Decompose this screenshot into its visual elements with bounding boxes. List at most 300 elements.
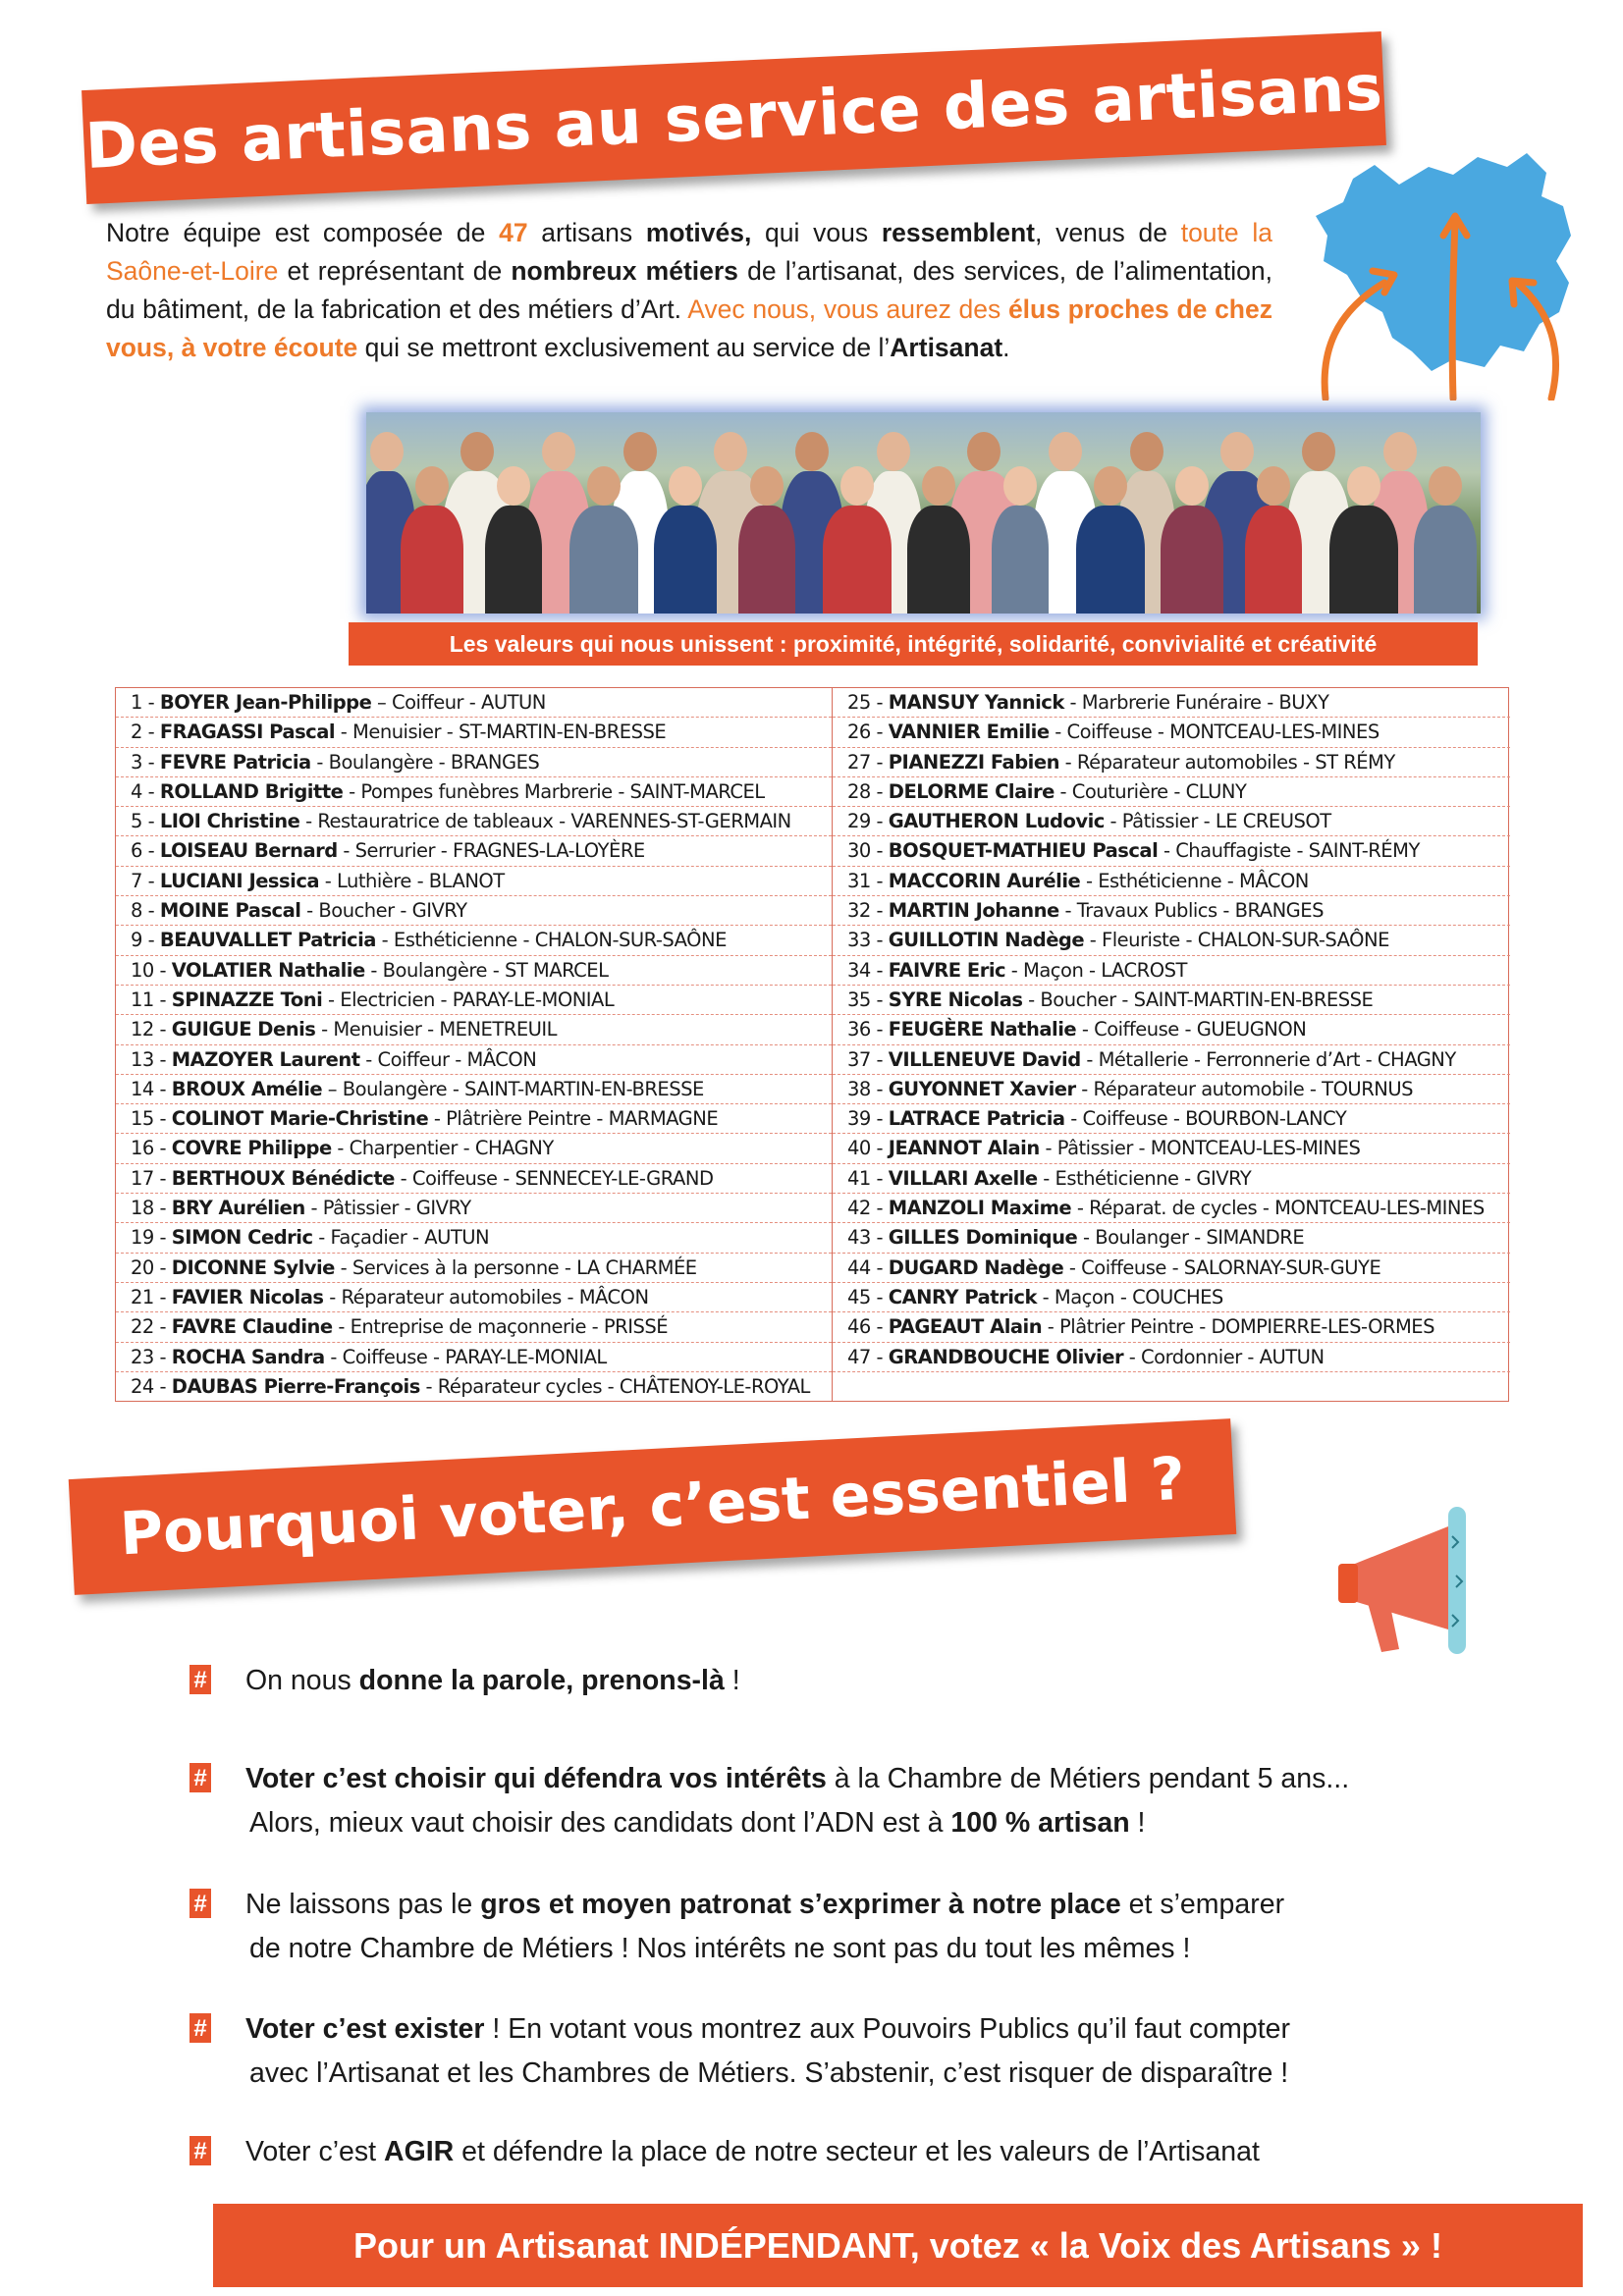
candidate-row xyxy=(833,1075,1510,1104)
candidate-name: VOLATIER Nathalie xyxy=(171,958,365,982)
candidate-detail: Maçon - LACROST xyxy=(1023,958,1187,982)
candidate-row xyxy=(116,926,832,955)
candidate-name: GRANDBOUCHE Olivier xyxy=(888,1345,1124,1368)
candidate-number: 18 - xyxy=(131,1197,167,1220)
candidate-detail: Pâtissier - LE CREUSOT xyxy=(1121,810,1331,833)
reason-text: et s’emparer xyxy=(1120,1889,1285,1920)
photo-person xyxy=(738,466,795,614)
candidate-detail: Boucher - GIVRY xyxy=(318,899,467,923)
candidate-row xyxy=(116,1223,832,1253)
reason-item xyxy=(189,1757,1525,1845)
photo-person xyxy=(401,466,463,614)
candidate-row xyxy=(833,956,1510,986)
reason-line xyxy=(189,1927,1525,1971)
candidate-name: FAVIER Nicolas xyxy=(171,1285,324,1308)
candidate-detail: Boulangère - BRANGES xyxy=(328,750,540,774)
candidate-detail: Menuisier - MENETREUIL xyxy=(333,1018,558,1041)
candidate-detail: Coiffeuse - SENNECEY-LE-GRAND xyxy=(411,1166,714,1190)
candidate-detail: Plâtrière Peintre - MARMAGNE xyxy=(446,1107,719,1131)
candidate-name: MOINE Pascal xyxy=(159,899,301,923)
candidate-name: PIANEZZI Fabien xyxy=(888,750,1059,774)
candidate-number: 4 - xyxy=(131,779,155,803)
candidate-number: 3 - xyxy=(131,750,155,774)
candidate-row xyxy=(116,718,832,747)
candidate-row xyxy=(833,926,1510,955)
intro-text: et représentant de xyxy=(278,256,512,286)
candidate-name: MANSUY Yannick xyxy=(888,691,1064,714)
reason-text: avec l’Artisanat et les Chambres de Métiers. S’abstenir, c’est risquer de disparaître ! xyxy=(249,2057,1289,2089)
candidate-row xyxy=(116,956,832,986)
candidate-name: GUYONNET Xavier xyxy=(888,1077,1076,1100)
photo-person xyxy=(1245,466,1302,614)
photo-person xyxy=(1414,466,1477,614)
candidate-row xyxy=(833,1223,1510,1253)
reason-line xyxy=(189,2130,1525,2174)
candidate-row xyxy=(833,688,1510,718)
reason-text: à la Chambre de Métiers pendant 5 ans... xyxy=(826,1763,1350,1794)
candidate-separator: – xyxy=(322,1077,343,1100)
candidate-number: 24 - xyxy=(131,1374,167,1398)
candidate-detail: Electricien - PARAY-LE-MONIAL xyxy=(340,988,615,1011)
candidate-detail: Réparateur automobiles - ST RÉMY xyxy=(1076,750,1395,774)
candidate-detail: Coiffeuse - BOURBON-LANCY xyxy=(1082,1107,1347,1131)
candidate-detail: Boulangère - ST MARCEL xyxy=(382,958,609,982)
candidate-row xyxy=(116,1312,832,1342)
candidate-detail: Coiffeuse - SALORNAY-SUR-GUYE xyxy=(1081,1255,1381,1279)
candidate-separator: - xyxy=(334,1255,352,1279)
photo-person xyxy=(569,466,638,614)
reason-line xyxy=(189,1883,1525,1927)
reason-emphasis: 100 % artisan xyxy=(950,1807,1130,1839)
candidate-detail: Boucher - SAINT-MARTIN-EN-BRESSE xyxy=(1040,988,1374,1011)
candidate-name: SPINAZZE Toni xyxy=(171,988,323,1011)
candidate-number: 26 - xyxy=(847,721,884,744)
candidate-name: FAIVRE Eric xyxy=(888,958,1006,982)
candidate-name: CANRY Patrick xyxy=(888,1285,1037,1308)
candidate-name: LOISEAU Bernard xyxy=(159,839,338,863)
candidate-row xyxy=(833,896,1510,926)
candidate-name: FEVRE Patricia xyxy=(159,750,311,774)
intro-text: artisans xyxy=(527,218,646,247)
saone-et-loire-map-icon xyxy=(1306,145,1600,400)
candidate-name: ROCHA Sandra xyxy=(171,1345,325,1368)
reason-emphasis: gros et moyen patronat s’exprimer à notre place xyxy=(480,1889,1121,1920)
intro-promise: Avec nous, vous aurez des xyxy=(687,294,1008,324)
candidate-row xyxy=(116,986,832,1015)
intro-text: , venus de xyxy=(1034,218,1181,247)
intro-paragraph xyxy=(106,214,1272,367)
why-vote-title: Pourquoi voter, c’est essentiel ? xyxy=(118,1444,1187,1570)
reason-text: On nous xyxy=(245,1665,359,1696)
candidate-detail: Coiffeuse - PARAY-LE-MONIAL xyxy=(342,1345,607,1368)
candidate-name: ROLLAND Brigitte xyxy=(159,779,344,803)
candidate-number: 37 - xyxy=(847,1047,884,1071)
candidate-row xyxy=(833,1134,1510,1163)
candidate-name: BOYER Jean-Philippe xyxy=(159,691,372,714)
candidate-number: 31 - xyxy=(847,869,884,892)
candidate-row-empty xyxy=(833,1372,1510,1402)
candidate-separator: - xyxy=(364,958,383,982)
candidate-number: 42 - xyxy=(847,1197,884,1220)
candidate-separator: - xyxy=(1005,958,1024,982)
candidate-name: SIMON Cedric xyxy=(171,1226,313,1250)
candidate-detail: Services à la personne - LA CHARMÉE xyxy=(352,1255,697,1279)
candidate-number: 47 - xyxy=(847,1345,884,1368)
candidate-row xyxy=(833,1283,1510,1312)
reason-emphasis: Voter c’est exister xyxy=(245,2013,485,2045)
candidate-separator: - xyxy=(1063,691,1082,714)
candidate-name: LIOI Christine xyxy=(159,810,300,833)
candidate-row xyxy=(116,1254,832,1283)
candidate-row xyxy=(116,1343,832,1372)
team-group-photo xyxy=(366,412,1481,614)
candidate-number: 33 - xyxy=(847,929,884,952)
candidate-number: 38 - xyxy=(847,1077,884,1100)
candidate-column-right xyxy=(833,688,1510,1402)
candidate-number: 20 - xyxy=(131,1255,167,1279)
candidate-row xyxy=(116,836,832,866)
intro-text: . xyxy=(1002,333,1010,362)
intro-proximity: élus proches de chez vous, à votre écoute xyxy=(106,294,1272,362)
candidate-separator: - xyxy=(1158,839,1176,863)
candidate-number: 17 - xyxy=(131,1166,167,1190)
hash-bullet-icon: # xyxy=(189,1889,211,1918)
candidate-number: 6 - xyxy=(131,839,155,863)
candidate-row xyxy=(116,1104,832,1134)
candidate-separator: - xyxy=(1071,1197,1090,1220)
candidate-detail: Esthéticienne - CHALON-SUR-SAÔNE xyxy=(393,929,727,952)
candidate-separator: - xyxy=(428,1107,447,1131)
reason-line xyxy=(189,2052,1525,2096)
candidate-separator: - xyxy=(1058,899,1077,923)
candidate-separator: – xyxy=(371,691,392,714)
intro-emphasis: motivés, xyxy=(645,218,752,247)
hash-bullet-icon: # xyxy=(189,2013,211,2043)
candidate-number: 28 - xyxy=(847,779,884,803)
candidate-number: 39 - xyxy=(847,1107,884,1131)
candidate-row xyxy=(116,867,832,896)
candidate-separator: - xyxy=(359,1047,378,1071)
candidate-detail: Coiffeuse - GUEUGNON xyxy=(1094,1018,1307,1041)
photo-person xyxy=(654,466,717,614)
page-title-banner xyxy=(81,31,1386,204)
candidate-detail: Boulangère - SAINT-MARTIN-EN-BRESSE xyxy=(342,1077,704,1100)
candidate-count: 47 xyxy=(499,218,528,247)
candidate-name: MAZOYER Laurent xyxy=(171,1047,360,1071)
candidate-row xyxy=(116,896,832,926)
candidate-separator: - xyxy=(332,1315,351,1339)
intro-emphasis: ressemblent xyxy=(881,218,1035,247)
candidate-detail: Réparateur automobile - TOURNUS xyxy=(1093,1077,1413,1100)
candidate-name: COVRE Philippe xyxy=(171,1137,332,1160)
photo-person xyxy=(992,466,1049,614)
candidate-row xyxy=(833,1045,1510,1075)
photo-person xyxy=(1161,466,1223,614)
candidate-name: JEANNOT Alain xyxy=(888,1137,1040,1160)
candidate-detail: Cordonnier - AUTUN xyxy=(1141,1345,1325,1368)
candidate-row xyxy=(833,807,1510,836)
candidate-name: FAVRE Claudine xyxy=(171,1315,333,1339)
candidate-name: VILLENEUVE David xyxy=(888,1047,1081,1071)
candidate-row xyxy=(116,1045,832,1075)
candidate-detail: Travaux Publics - BRANGES xyxy=(1076,899,1324,923)
candidate-detail: Marbrerie Funéraire - BUXY xyxy=(1081,691,1329,714)
candidate-number: 7 - xyxy=(131,869,155,892)
intro-text: qui se mettront exclusivement au service de l’ xyxy=(357,333,891,362)
candidate-number: 11 - xyxy=(131,988,167,1011)
candidate-separator: - xyxy=(1063,1255,1082,1279)
reason-emphasis: Voter c’est choisir qui défendra vos intérêts xyxy=(245,1763,827,1794)
footer-slogan: Pour un Artisanat INDÉPENDANT, votez « la Voix des Artisans » ! xyxy=(353,2224,1442,2266)
candidate-name: GUIGUE Denis xyxy=(171,1018,316,1041)
candidate-separator: - xyxy=(1042,1315,1060,1339)
candidate-number: 46 - xyxy=(847,1315,884,1339)
reason-text: Voter c’est xyxy=(245,2136,384,2167)
candidate-separator: - xyxy=(337,839,355,863)
photo-person xyxy=(1329,466,1398,614)
candidate-name: GAUTHERON Ludovic xyxy=(888,810,1105,833)
candidate-detail: Entreprise de maçonnerie - PRISSÉ xyxy=(350,1315,669,1339)
candidate-name: MANZOLI Maxime xyxy=(888,1197,1072,1220)
reason-text: de notre Chambre de Métiers ! Nos intérêts ne sont pas du tout les mêmes ! xyxy=(249,1933,1191,1964)
candidate-separator: - xyxy=(299,810,318,833)
candidate-separator: - xyxy=(1064,1107,1083,1131)
candidate-detail: Charpentier - CHAGNY xyxy=(349,1137,554,1160)
candidate-detail: Couturière - CLUNY xyxy=(1071,779,1247,803)
hash-bullet-icon: # xyxy=(189,2136,211,2165)
candidate-number: 14 - xyxy=(131,1077,167,1100)
candidate-name: BEAUVALLET Patricia xyxy=(159,929,376,952)
reason-text: ! xyxy=(1129,1807,1146,1839)
values-text: Les valeurs qui nous unissent : proximité, intégrité, solidarité, convivialité et créativité xyxy=(449,630,1378,657)
candidate-row xyxy=(116,748,832,777)
candidate-number: 12 - xyxy=(131,1018,167,1041)
candidate-separator: - xyxy=(304,1197,323,1220)
candidate-detail: Luthière - BLANOT xyxy=(336,869,505,892)
candidate-name: BERTHOUX Bénédicte xyxy=(171,1166,395,1190)
candidate-detail: Plâtrier Peintre - DOMPIERRE-LES-ORMES xyxy=(1059,1315,1435,1339)
candidate-row xyxy=(833,1254,1510,1283)
photo-person xyxy=(907,466,970,614)
candidate-detail: Esthéticienne - GIVRY xyxy=(1055,1166,1252,1190)
candidate-number: 9 - xyxy=(131,929,155,952)
candidate-separator: - xyxy=(1036,1285,1055,1308)
candidate-number: 2 - xyxy=(131,721,155,744)
candidate-separator: - xyxy=(1123,1345,1142,1368)
candidate-detail: Maçon - COUCHES xyxy=(1054,1285,1223,1308)
candidate-detail: Pompes funèbres Marbrerie - SAINT-MARCEL xyxy=(360,779,765,803)
candidate-detail: Réparateur cycles - CHÂTENOY-LE-ROYAL xyxy=(437,1374,810,1398)
candidate-row xyxy=(116,1194,832,1223)
candidate-number: 16 - xyxy=(131,1137,167,1160)
page-title: Des artisans au service des artisans xyxy=(83,52,1384,184)
candidate-row xyxy=(833,1164,1510,1194)
candidate-separator: - xyxy=(319,869,337,892)
reason-line xyxy=(189,1801,1525,1845)
candidate-name: DICONNE Sylvie xyxy=(171,1255,335,1279)
candidate-number: 22 - xyxy=(131,1315,167,1339)
candidate-separator: - xyxy=(1049,721,1067,744)
photo-person xyxy=(485,466,542,614)
candidate-separator: - xyxy=(1077,1226,1096,1250)
candidate-row xyxy=(833,1343,1510,1372)
reason-item xyxy=(189,2007,1525,2096)
candidate-number: 1 - xyxy=(131,691,155,714)
reason-line xyxy=(189,2007,1525,2052)
reason-text: ! En votant vous montrez aux Pouvoirs Publics qu’il faut compter xyxy=(484,2013,1290,2045)
candidate-row xyxy=(116,1164,832,1194)
candidate-name: BRY Aurélien xyxy=(171,1197,305,1220)
photo-person xyxy=(823,466,892,614)
candidate-number: 23 - xyxy=(131,1345,167,1368)
candidate-number: 8 - xyxy=(131,899,155,923)
intro-emphasis: nombreux métiers xyxy=(511,256,738,286)
intro-emphasis: Artisanat xyxy=(890,333,1003,362)
candidate-name: FRAGASSI Pascal xyxy=(159,721,336,744)
candidate-row xyxy=(833,718,1510,747)
megaphone-icon xyxy=(1330,1497,1517,1669)
candidate-name: GUILLOTIN Nadège xyxy=(888,929,1085,952)
candidate-separator: - xyxy=(335,721,353,744)
candidate-separator: - xyxy=(310,750,329,774)
reason-item xyxy=(189,1883,1525,1971)
candidate-name: COLINOT Marie-Christine xyxy=(171,1107,429,1131)
reason-text: Ne laissons pas le xyxy=(245,1889,481,1920)
candidate-row xyxy=(116,1134,832,1163)
candidate-number: 45 - xyxy=(847,1285,884,1308)
candidate-number: 15 - xyxy=(131,1107,167,1131)
candidate-number: 32 - xyxy=(847,899,884,923)
candidate-separator: - xyxy=(322,988,341,1011)
candidate-name: FEUGÈRE Nathalie xyxy=(888,1018,1077,1041)
reason-item xyxy=(189,2130,1525,2174)
candidate-name: GILLES Dominique xyxy=(888,1226,1078,1250)
candidate-name: DAUBAS Pierre-François xyxy=(171,1374,420,1398)
candidate-separator: - xyxy=(324,1345,343,1368)
candidate-detail: Menuisier - ST-MARTIN-EN-BRESSE xyxy=(352,721,667,744)
candidate-name: LATRACE Patricia xyxy=(888,1107,1065,1131)
reason-emphasis: AGIR xyxy=(383,2136,455,2167)
candidate-name: SYRE Nicolas xyxy=(888,988,1023,1011)
candidate-number: 41 - xyxy=(847,1166,884,1190)
candidate-separator: - xyxy=(312,1226,331,1250)
candidate-separator: - xyxy=(331,1137,350,1160)
candidate-detail: Réparat. de cycles - MONTCEAU-LES-MINES xyxy=(1089,1197,1485,1220)
candidate-row xyxy=(116,807,832,836)
candidate-number: 35 - xyxy=(847,988,884,1011)
reason-line xyxy=(189,1757,1525,1801)
candidate-number: 29 - xyxy=(847,810,884,833)
candidate-detail: Boulanger - SIMANDRE xyxy=(1095,1226,1305,1250)
candidate-separator: - xyxy=(1076,1018,1095,1041)
candidate-name: DUGARD Nadège xyxy=(888,1255,1064,1279)
candidate-separator: - xyxy=(1037,1166,1055,1190)
candidate-row xyxy=(833,748,1510,777)
candidate-row xyxy=(833,1015,1510,1044)
candidate-separator: - xyxy=(1022,988,1041,1011)
candidate-separator: - xyxy=(323,1285,342,1308)
reason-text: ! xyxy=(724,1665,740,1696)
footer-banner xyxy=(213,2204,1583,2287)
candidate-row xyxy=(116,777,832,807)
candidate-row xyxy=(116,1283,832,1312)
candidate-detail: Coiffeur - AUTUN xyxy=(392,691,546,714)
candidate-number: 13 - xyxy=(131,1047,167,1071)
candidate-number: 25 - xyxy=(847,691,884,714)
intro-text: qui vous xyxy=(751,218,882,247)
candidate-separator: - xyxy=(1054,779,1072,803)
candidate-number: 30 - xyxy=(847,839,884,863)
candidate-separator: - xyxy=(419,1374,438,1398)
candidate-detail: Réparateur automobiles - MÂCON xyxy=(341,1285,649,1308)
candidate-row xyxy=(833,1312,1510,1342)
candidate-row xyxy=(116,1075,832,1104)
candidate-row xyxy=(833,1194,1510,1223)
candidate-separator: - xyxy=(343,779,361,803)
candidate-name: PAGEAUT Alain xyxy=(888,1315,1043,1339)
candidate-detail: Façadier - AUTUN xyxy=(330,1226,490,1250)
candidate-separator: - xyxy=(1080,1047,1099,1071)
candidate-separator: - xyxy=(1039,1137,1057,1160)
candidate-detail: Restauratrice de tableaux - VARENNES-ST-GERMAIN xyxy=(317,810,791,833)
candidate-number: 10 - xyxy=(131,958,167,982)
candidate-row xyxy=(833,777,1510,807)
hash-bullet-icon: # xyxy=(189,1665,211,1694)
candidate-number: 19 - xyxy=(131,1226,167,1250)
candidate-number: 21 - xyxy=(131,1285,167,1308)
candidate-name: VANNIER Emilie xyxy=(888,721,1050,744)
candidate-separator: - xyxy=(394,1166,412,1190)
candidate-detail: Chauffagiste - SAINT-RÉMY xyxy=(1175,839,1420,863)
candidate-separator: - xyxy=(300,899,319,923)
reason-line xyxy=(189,1659,1525,1703)
candidate-row xyxy=(833,836,1510,866)
candidate-row xyxy=(833,1104,1510,1134)
candidate-column-left xyxy=(116,688,833,1402)
intro-text: de l’artisanat, des services, de l’alimentation, du bâtiment, de la fabrication et des métiers d’Art. xyxy=(106,256,1272,324)
values-banner xyxy=(349,622,1478,666)
photo-person xyxy=(1076,466,1145,614)
candidate-name: LUCIANI Jessica xyxy=(159,869,320,892)
candidate-number: 34 - xyxy=(847,958,884,982)
candidate-separator: - xyxy=(1084,929,1103,952)
candidate-separator: - xyxy=(1104,810,1122,833)
candidate-row xyxy=(116,1372,832,1402)
candidate-name: MARTIN Johanne xyxy=(888,899,1059,923)
candidate-name: BROUX Amélie xyxy=(171,1077,323,1100)
candidate-name: BOSQUET-MATHIEU Pascal xyxy=(888,839,1159,863)
candidate-number: 43 - xyxy=(847,1226,884,1250)
candidate-separator: - xyxy=(375,929,394,952)
candidate-row xyxy=(116,688,832,718)
candidate-separator: - xyxy=(1080,869,1099,892)
candidate-number: 5 - xyxy=(131,810,155,833)
candidate-name: VILLARI Axelle xyxy=(888,1166,1038,1190)
candidate-name: MACCORIN Aurélie xyxy=(888,869,1081,892)
reason-text: Alors, mieux vaut choisir des candidats dont l’ADN est à xyxy=(249,1807,951,1839)
candidate-detail: Pâtissier - GIVRY xyxy=(322,1197,471,1220)
candidate-separator: - xyxy=(1058,750,1077,774)
why-vote-banner xyxy=(69,1418,1237,1595)
candidate-detail: Fleuriste - CHALON-SUR-SAÔNE xyxy=(1102,929,1389,952)
candidate-detail: Coiffeur - MÂCON xyxy=(377,1047,537,1071)
candidate-list xyxy=(115,687,1509,1402)
candidate-number: 27 - xyxy=(847,750,884,774)
candidate-detail: Serrurier - FRAGNES-LA-LOYÈRE xyxy=(354,839,645,863)
candidate-row xyxy=(116,1015,832,1044)
candidate-number: 36 - xyxy=(847,1018,884,1041)
candidate-detail: Métallerie - Ferronnerie d’Art - CHAGNY xyxy=(1098,1047,1456,1071)
